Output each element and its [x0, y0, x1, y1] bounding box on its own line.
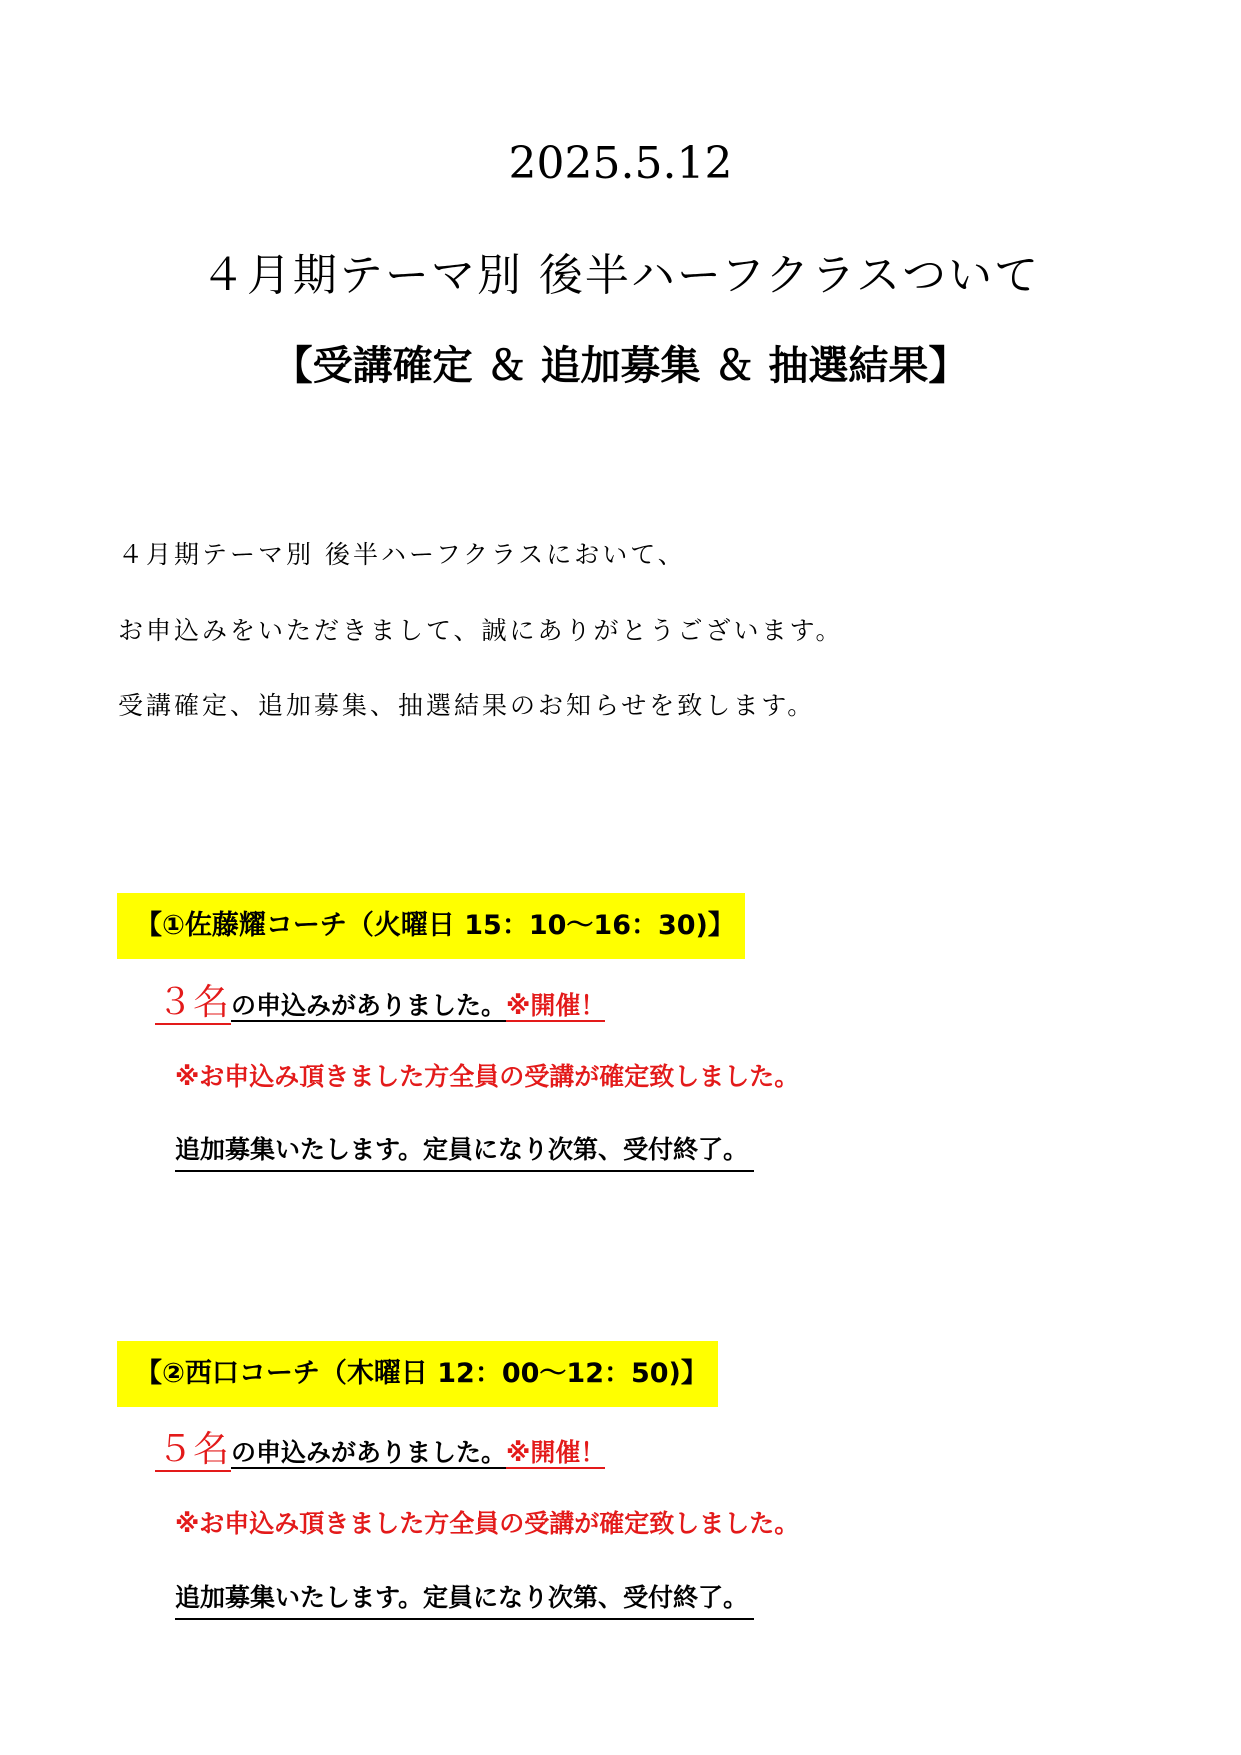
notice-subtitle: 【受講確定 ＆ 追加募集 ＆ 抽選結果】: [272, 343, 969, 389]
recruit-text-sato: 追加募集いたします。定員になり次第、受付終了。: [175, 1130, 754, 1172]
held-badge: ※開催！: [506, 1438, 606, 1467]
intro-line-3: 受講確定、追加募集、抽選結果のお知らせを致します。: [118, 691, 816, 720]
coach-banner-nishiguchi: 【②西口コーチ（木曜日 12：00～12：50)】: [117, 1341, 718, 1407]
intro-line-2: お申込みをいただきまして、誠にありがとうございます。: [118, 616, 844, 645]
notice-title: ４月期テーマ別 後半ハーフクラスついて: [200, 250, 1041, 301]
application-count: ３名: [157, 982, 230, 1023]
application-count-line-sato: [155, 980, 605, 1026]
confirmation-text-sato: ※お申込み頂きました方全員の受講が確定致しました。: [175, 1062, 800, 1091]
coach-banner-sato: 【①佐藤耀コーチ（火曜日 15：10～16：30)】: [117, 893, 745, 959]
intro-line-1: ４月期テーマ別 後半ハーフクラスにおいて、: [118, 540, 686, 569]
applied-text: の申込みがありました。: [231, 1438, 507, 1467]
confirmation-text-nishiguchi: ※お申込み頂きました方全員の受講が確定致しました。: [175, 1509, 800, 1538]
applied-text: の申込みがありました。: [231, 991, 507, 1020]
application-count-line-nishiguchi: [155, 1427, 605, 1473]
application-count: ５名: [157, 1429, 230, 1470]
held-badge: ※開催！: [506, 991, 606, 1020]
recruit-text-nishiguchi: 追加募集いたします。定員になり次第、受付終了。: [175, 1578, 754, 1620]
notice-date: 2025.5.12: [508, 138, 733, 189]
